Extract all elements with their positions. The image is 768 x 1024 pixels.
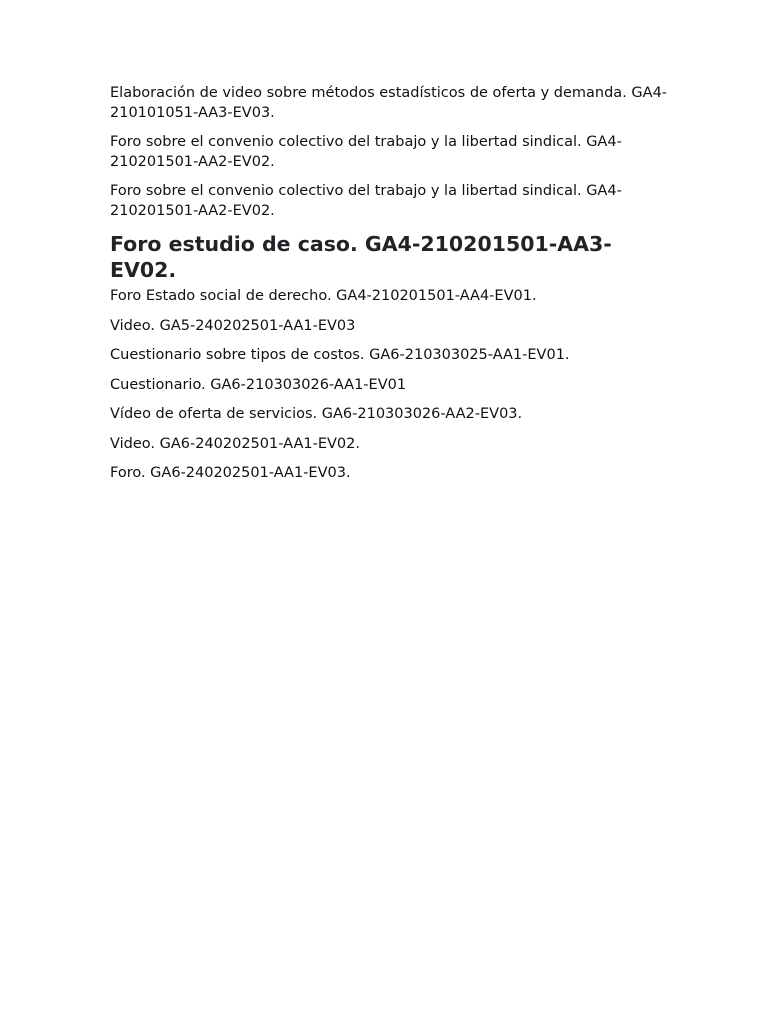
heading-foro-estudio-de-caso: Foro estudio de caso. GA4-210201501-AA3-EV02. <box>110 232 612 282</box>
paragraph-video-metodos-estadisticos: Elaboración de video sobre métodos estadísticos de oferta y demanda. GA4-210101051-AA3-EV03. <box>110 85 668 121</box>
paragraph-cuestionario-tipos-costos: Cuestionario sobre tipos de costos. GA6-210303025-AA1-EV01. <box>110 347 570 363</box>
paragraph-cuestionario-ga6: Cuestionario. GA6-210303026-AA1-EV01 <box>110 376 407 393</box>
paragraph-video-oferta-servicios: Vídeo de oferta de servicios. GA6-210303026-AA2-EV03. <box>110 406 523 422</box>
paragraph-foro-convenio-colectivo: Foro sobre el convenio colectivo del trabajo y la libertad sindical. GA4-210201501-AA2-EV02. <box>110 134 622 170</box>
paragraph-foro-ga6: Foro. GA6-240202501-AA1-EV03. <box>110 465 351 481</box>
paragraph-video-ga6: Video. GA6-240202501-AA1-EV02. <box>110 435 360 452</box>
paragraph-foro-convenio-colectivo-repeat: Foro sobre el convenio colectivo del trabajo y la libertad sindical. GA4-210201501-AA2-EV02. <box>110 183 622 219</box>
paragraph-foro-estado-social: Foro Estado social de derecho. GA4-210201501-AA4-EV01. <box>110 288 537 304</box>
document-body <box>110 84 670 494</box>
paragraph-video-ga5: Video. GA5-240202501-AA1-EV03 <box>110 317 356 334</box>
